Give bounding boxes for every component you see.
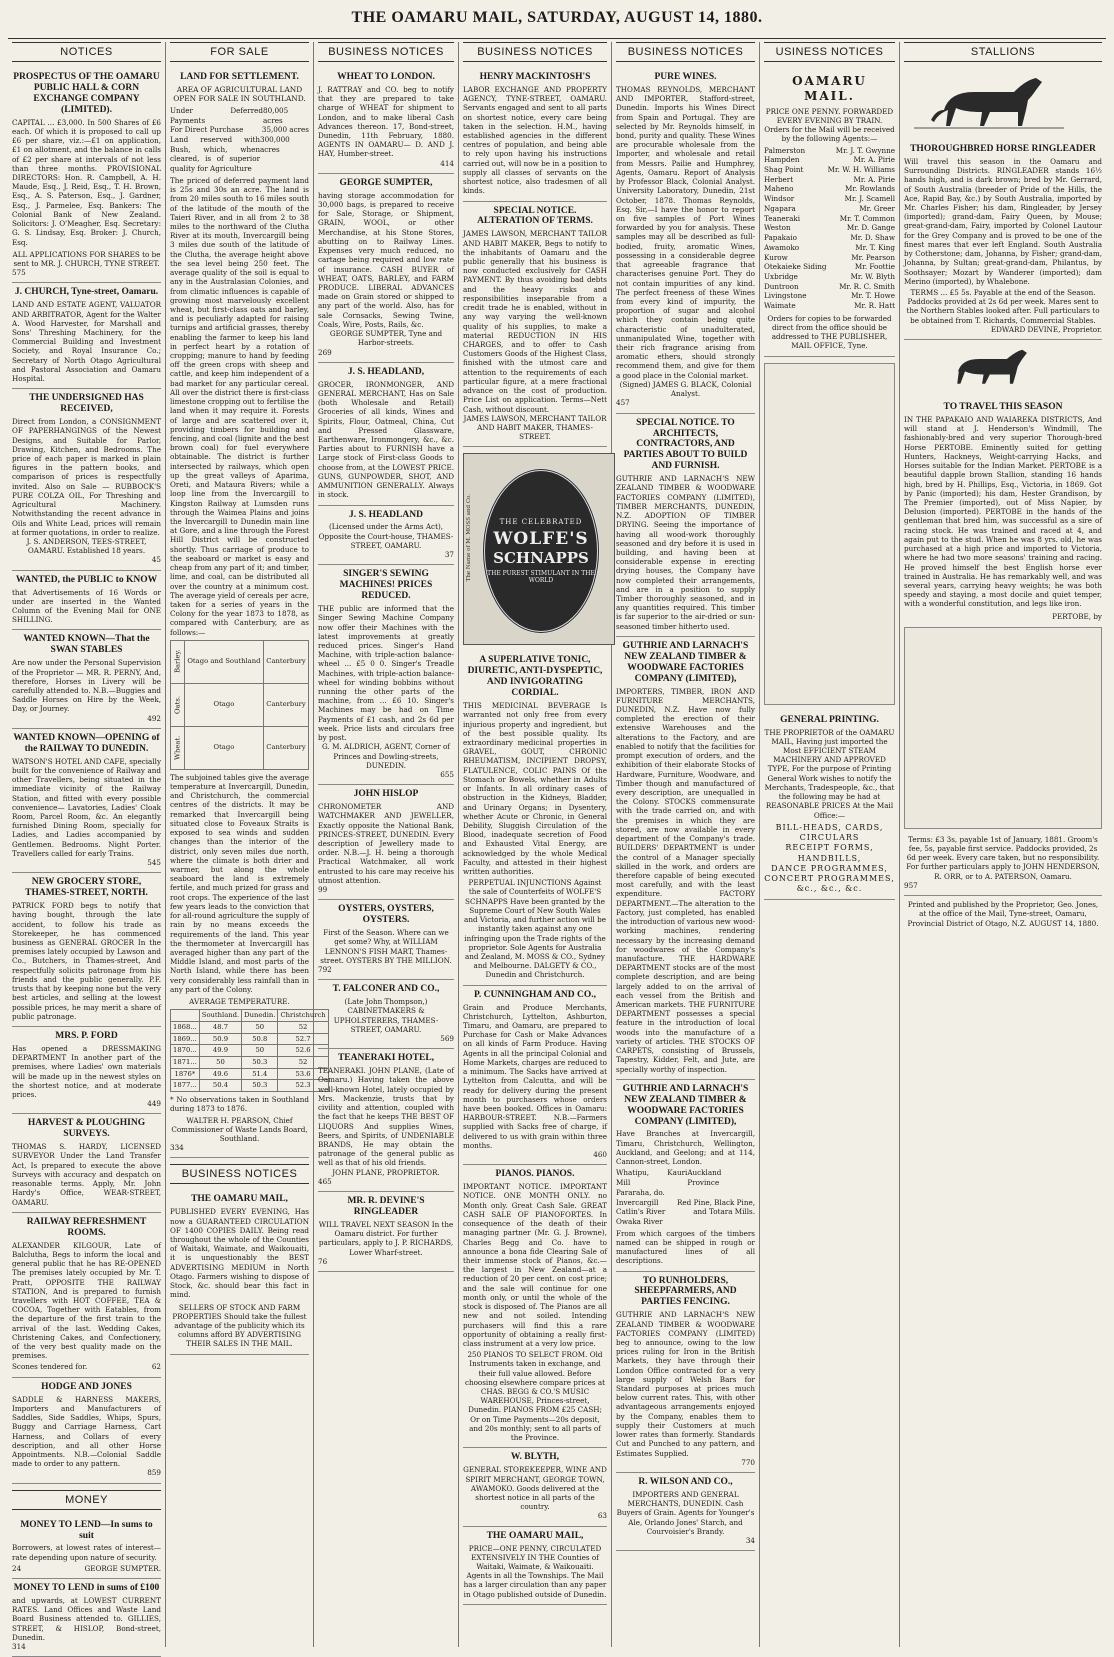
- ad-footer: Terms: £3 3s, payable 1st of January, 1881. Groom's fee, 5s, payable first service. Paddocks provided, 2s 6d per week. Every care taken, but no responsibility. For further particulars apply to JOHN HENDERSON, R. ORR, or to A. PATERSON, Oamaru.: [906, 834, 1100, 881]
- ad-hodge-jones: [12, 1378, 161, 1484]
- ad-number: 545: [147, 858, 161, 868]
- ad-title: GUTHRIE AND LARNACH'S NEW ZEALAND TIMBER & WOODWARE FACTORIES COMPANY (LIMITED),: [622, 1083, 749, 1127]
- ad-number: 37: [444, 550, 454, 560]
- ad-body: (Licensed under the Arms Act), Opposite the Court-house, THAMES-STREET, OAMARU.: [318, 522, 454, 550]
- ad-body: SADDLE & HARNESS MAKERS, Importers and Manufacturers of Saddles, Side Saddles, Whips, Spurs, Buggy and Carriage Harness, Cart Harness, and Collars of every description, and all other Horse Appointments. N.B.—Colonial Saddle made to order to any pattern.: [12, 1394, 161, 1469]
- ad-number: 792: [318, 965, 332, 975]
- masthead-rule: [8, 38, 1106, 39]
- ad-pianos: [463, 1165, 607, 1448]
- label-line: THE CELEBRATED: [499, 518, 583, 527]
- ad-title: TO TRAVEL THIS SEASON: [943, 402, 1063, 413]
- list-item: Hampden Mr. A. Pirie: [764, 155, 895, 165]
- table-caption: AVERAGE TEMPERATURE.: [189, 997, 290, 1007]
- ad-number: 460: [593, 1150, 607, 1160]
- list-item: Whatipu, Kauri Mill Auckland Province: [616, 1168, 722, 1188]
- ad-title: J. S. HEADLAND: [349, 509, 423, 520]
- ad-title: P. CUNNINGHAM AND CO.,: [473, 989, 597, 1000]
- ad-number: 99: [318, 885, 328, 895]
- temperature-table: [170, 1009, 329, 1092]
- ad-footer: Orders for copies to be forwarded direct from the office should be addressed to THE PUBLISHER, MAIL OFFICE, Tyne.: [767, 313, 892, 351]
- ad-number: 457: [616, 398, 630, 408]
- ad-new-grocery: [12, 873, 161, 1027]
- column-heading: STALLIONS: [904, 42, 1102, 62]
- ad-title: PURE WINES.: [654, 72, 717, 82]
- ad-body: that Advertisements of 16 Words or under are inserted in the Wanted Column of the Evening Mail for ONE SHILLING.: [12, 587, 161, 625]
- ad-general-printing: [764, 711, 895, 901]
- ad-title: WANTED, the PUBLIC to KNOW: [15, 574, 158, 585]
- column-heading: USINESS NOTICES: [764, 42, 895, 62]
- ad-pertobe: [904, 398, 1102, 896]
- ad-number: 859: [147, 1468, 161, 1478]
- ad-number: 34: [745, 1536, 755, 1546]
- list-item: Owaka River: [616, 1216, 663, 1226]
- ad-watsons-hotel: [12, 729, 161, 873]
- ad-footer: J. S. ANDERSON, TEES-STREET, OAMARU. Established 18 years.: [26, 536, 147, 556]
- list-item: Pararaha, do.: [616, 1187, 665, 1197]
- list-item: Catlin's River and Totara Mills.: [616, 1207, 755, 1217]
- ad-james-lawson: [463, 202, 607, 448]
- ad-title: WANTED KNOWN—OPENING of the RAILWAY TO DUNEDIN.: [13, 732, 160, 754]
- list-item: Awamoko Mr. T. King: [764, 242, 895, 252]
- table-row: 1869... 50.9 50.8 52.7: [171, 1033, 329, 1045]
- blank-rotated-section: [764, 363, 895, 705]
- ad-body: PUBLISHED EVERY EVENING, Has now a GUARANTEED CIRCULATION OF 1400 COPIES DAILY. Being read throughout the whole of the Counties of Waitaki, Waimate, and Waikouaiti, it is unquestionably the BEST ADVERTISING MEDIUM in North Otago. Farmers wishing to dispose of Stock, &c. should bear this fact in mind.: [170, 1207, 309, 1300]
- ad-r-wilson: [616, 1473, 755, 1551]
- ad-title: W. BLYTH,: [510, 1452, 560, 1463]
- list-item: Ngapara Mr. Greer: [764, 203, 895, 213]
- ad-number: 770: [741, 1457, 755, 1467]
- ad-title: GENERAL PRINTING.: [780, 714, 879, 725]
- column-business-notices-1: [314, 42, 459, 1647]
- ad-number: 957: [904, 880, 918, 890]
- ad-footer: PERPETUAL INJUNCTIONS Against the sale of Counterfeits of WOLFE'S SCHNAPPS Have been granted by the Supreme Court of New South Wales and Victoria, and further action will be instantly taken against any one infringing upon the Trade rights of the proprietor. Sole Agents for Australia and Zealand, M. MOSS & CO., Sydney and Melbourne. DALGETY & CO., Dunedin and Christchurch.: [464, 878, 606, 980]
- column-heading: BUSINESS NOTICES: [318, 42, 454, 62]
- ad-teaneraki-hotel: [318, 1049, 454, 1192]
- ad-body: WILL TRAVEL NEXT SEASON In the Oamaru district. For further particulars, apply to J. P. RICHARDS, Lower Wharf-street.: [318, 1219, 454, 1257]
- ad-paperhangings: [12, 389, 161, 570]
- ad-headland-grocer: [318, 363, 454, 506]
- ad-footer: ALL APPLICATIONS FOR SHARES to be sent to MR. J. CHURCH, TYNE STREET.: [12, 249, 161, 268]
- ad-title: TO RUNHOLDERS, SHEEPFARMERS, AND PARTIES FENCING.: [634, 1275, 737, 1308]
- ad-footer: 250 PIANOS TO SELECT FROM. Old Instruments taken in exchange, and their full value allowed. Before choosing elsewhere compare prices at CHAS. BEGG & CO.'S MUSIC WAREHOUSE, Princes-street, Dunedin. PIANOS FROM £25 CASH; Or on Time Payments—20s deposit, and 20s monthly; sent to all parts of the Province.: [464, 1350, 606, 1443]
- ad-number: 575: [12, 268, 26, 278]
- pedigree-chart: [904, 627, 1102, 829]
- list-item: Teaneraki Mr. T. Common: [764, 213, 895, 223]
- ad-footer: From which cargoes of the timbers named can be shipped in rough or manufactured lines of all descriptions.: [616, 1228, 755, 1266]
- ad-body: First of the Season. Where can we get some? Why, at WILLIAM LENNON'S FISH MART, Thames-street. OYSTERS BY THE MILLION.: [320, 928, 452, 965]
- ad-footer: JOHN PLANE, PROPRIETOR.: [332, 1167, 440, 1177]
- list-item: Otekaieke Siding Mr. Foottie: [764, 262, 895, 272]
- table-row: Barley. Otago and Southland Canterbury: [171, 640, 309, 683]
- list-item: Under Deferred Payments 80,005 acres: [170, 105, 289, 125]
- ad-footer: GEORGE SUMPTER, Tyne and Harbor-streets.: [329, 329, 443, 348]
- yield-table: [170, 640, 309, 770]
- ad-subtitle: AREA OF AGRICULTURAL LAND OPEN FOR SALE IN SOUTHLAND.: [173, 84, 306, 104]
- ad-ringleader-travel: [318, 1192, 454, 1272]
- ad-footer: SELLERS OF STOCK AND FARM PROPERTIES Should take the fullest advantage of the publicity which its columns afford BY ADVERTISING THEIR SALES IN THE MAIL.: [172, 1302, 307, 1349]
- ad-title: J. S. HEADLAND,: [347, 366, 425, 377]
- ad-title: WHEAT TO LONDON.: [337, 72, 435, 82]
- ad-footer: Scones tendered for.: [12, 1362, 88, 1372]
- ad-title: JOHN HISLOP: [353, 789, 419, 800]
- table-row: 1877... 50.4 50.3 52.3: [171, 1080, 329, 1092]
- ad-number: 414: [440, 158, 454, 168]
- list-item: Maheno Mr. Rowlands: [764, 184, 895, 194]
- ad-oamaru-mail-price: [463, 1527, 607, 1605]
- ad-title: R. WILSON AND CO.,: [638, 1477, 733, 1488]
- ad-title: RAILWAY REFRESHMENT ROOMS.: [26, 1216, 147, 1238]
- ad-number: 449: [147, 1099, 161, 1109]
- ad-signature: WALTER H. PEARSON, Chief Commissioner of Waste Lands Board, Southland.: [171, 1115, 308, 1143]
- printing-item: BILL-HEADS, CARDS, CIRCULARS: [775, 822, 884, 843]
- ad-body: Direct from London, a CONSIGNMENT OF PAPERHANGINGS of the Newest Designs, and Suitable for Parlor, Drawing, Kitchen, and Bedrooms. The price of each paper is marked in plain figures in the pattern books, and comparison of prices is respectfully invited. Also on Sale — RUBBOCK'S PURE COLZA OIL, For Threshing and Agricultural Machinery. Notwithstanding the recent advance in Oils and White Lead, prices will remain at former quotations, in order to realize.: [12, 417, 161, 537]
- schnapps-oval-badge: [482, 468, 600, 634]
- ad-title: THOROUGHBRED HORSE RINGLEADER: [910, 144, 1096, 154]
- ad-body: The priced of deferred payment land is 25s and 30s an acre. The land is from 20 miles south to 16 miles south of the latitude of the mouth of the Taieri River, and in all from 2 to 38 miles to the northward of the Clutha River at its mouth, Invercargill being 3 miles due south of the latitude of the Clutha, the average height above the sea level being 250 feet. The average quality of the soil is equal to any in the Australasian Colonies, and from climatic influences is capable of growing most marvelously excellent wheat, but first-class oats and barley, and is peculiarly adapted for raising turnips and artificial grasses, thereby enabling the farmer to keep his land in perfect heart by a rotation of cropping; manure to hand by feeding off the green crops with sheep and cattle, and keep him independent of a bad market for any particular cereal. All over the district there is first-class limestone cropping out to fertilise the land when it may require it. Forests of large and are scattered over it, providing timbers for building and fencing, and coal (lignite and the best brown coal) for fuel everywhere obtainable. The district is further intersected by railways, which open up the great valleys of Aparima, Oreti, and Mataura Rivers; while a loop line from the Invercargill to Kingston Railway at Lumsden runs through the Waimea Plains and joins the Invercargill to Dunedin main line at Gore, and a line through the Forest Hill District will be constructed shortly. Thus carriage of produce to the seaboard or market is easy and cheap from any part of it; and timber, lime, and coal, can be distributed all over the country at a minimum cost. The average yield of cereals per acre, taken for a series of years in the Colony for the year 1873 to 1878, as compared with Canterbury, are as follows:—: [170, 175, 309, 637]
- column-heading: BUSINESS NOTICES: [463, 42, 607, 62]
- ad-body: IN THE PAPAKAIO AND WAIAREKA DISTRICTS, And will stand at J. Henderson's Windmill, The fashionably-bred and very superior Thorough-bred Horse PERTOBE. Eminently suited for getting Hunters, Hackneys, Weight-carrying Hacks, and Horses suitable for the Indian Market. PERTOBE is a beautiful dapple brown Stallion, standing 16 hands high, bred by H. Phillips, Esq., Victoria, in 1869. Got by Panic (imported); his dam, Hester Grandison, by The Premier (imported), out of Miss Napier, by Delusion (imported). PERTOBE in the hands of the gentleman that bred him, was successful as a sire of racing stock. He was trained and raced at 4, and again put to the stud. When he was 8 yrs. old, he was purchased at a high price and imported to Victoria, where he had two more seasons' training and racing. He proved himself the best English horse ever trained in Australia. He has remarkably well, and was several years, carrying heavy weights; he was both speedy and staying, a most docile and quiet temper, with a wonderful constitution, and legs like iron.: [904, 415, 1102, 609]
- ad-body-2: The subjoined tables give the average temperature at Invercargill, Dunedin, and Christchurch, the commercial centres of the districts. It may be remarked that Invercargill being situated close to Foveaux Straits is exposed to sea winds and sudden changes than the interior of the district, only seven miles due north, where the climate is both drier and warmer, but along the whole seaboard the land is extremely fertile, and much prized for grass and root crops. The experience of the last few years leads to the conviction that for all-round agriculture the supply of rain by no means exceeds the requirements of the land. This year the thermometer at Invercargill has averaged higher than any part of the Middle Island, and most parts of the North Island, while there has been very considerably less rainfall than in any part of the Colony.: [170, 772, 309, 994]
- ad-footer: JAMES LAWSON, MERCHANT TAILOR AND HABIT MAKER, THAMES-STREET.: [463, 413, 607, 442]
- ad-number: 63: [597, 1511, 607, 1521]
- column-notices: [8, 42, 166, 1652]
- list-item: Invercargill Red Pine, Black Pine,: [616, 1197, 755, 1207]
- ad-body: IMPORTANT NOTICE. IMPORTANT NOTICE. ONE MONTH ONLY. no Month only. Great Cash Sale. GREAT CASH SALE OF PIANOFORTES. In consequence of the death of their managing partner (Mr. G. J. Browne), Charles Begg and Co. have to announce a bona fide Clearing Sale of their immense stock of Pianos, &c.—the largest in New Zealand—at a reduction of 20 per cent. on cost price; and the sale will continue for one month only, or until the whole of the stock is disposed of. The Pianos are all new and not soiled. Intending purchasers will find this a rare opportunity of obtaining a really first-class instrument at a very low price.: [463, 1182, 607, 1348]
- column-business-notices-3: [612, 42, 760, 1647]
- ad-body: Grain and Produce Merchants, Christchurch, Lyttelton, Ashburton, Timaru, and Oamaru, are prepared to Purchase for Cash or Make Advances on all kinds of Farm Produce. Having Agents in all the principal Colonial and Home Markets, charges are reduced to a minimum. The Sacks have arrived at Lyttelton from Calcutta, and will be ready for delivery during the present month to purchasers whose orders have been booked. Offices in Oamaru: HARBOUR-STREET. N.B.—Farmers supplied with Sacks free of charge, if delivered to us with grain within three months.: [463, 1002, 607, 1150]
- ad-title: WANTED KNOWN—That the SWAN STABLES: [23, 634, 150, 656]
- ad-title: THE UNDERSIGNED HAS RECEIVED,: [29, 393, 144, 415]
- ad-body: Will travel this season in the Oamaru and Surrounding Districts. RINGLEADER stands 16½ hands high, and is dark brown; bred by Mr. Gerrard, of South Australia (breeder of Pride of the Hills, the Ace, Rapid Bay, &c.) by South Australia, imported by Mr. Charles Fisher; his dam, Ringleader, by Jersey (imported); grand-dam, Fairy Queen, by Mouse; great-grand-dam, Fairy, imported by Colonel Lautour for the Grey Company and is proved to be one of the finest mares that ever left England. South Australia by Cotherstone; dam, Johanna, by Fisher; grand-dam, Johanna, by Sultan; great-grand-dam, Philantus, by Soothsayer; Mozart by Wanderer (imported); dam Merino (imported), by Whalebone.: [904, 156, 1102, 286]
- ad-body: TEANERAKI. JOHN PLANE, (Late of Oamaru.) Having taken the above well-known Hotel, lately occupied by Mrs. Mackenzie, trusts that by civility and attention, coupled with the fact that he keeps THE BEST OF LIQUORS And supplies Wines, Beers, and Spirits, of UNDENIABLE BRANDS, He may obtain the patronage of the general public as well as that of his old friends.: [318, 1066, 454, 1168]
- ad-mrs-ford: [12, 1027, 161, 1114]
- column-heading: FOR SALE: [170, 42, 309, 62]
- ad-money-gillies: [12, 1579, 161, 1657]
- mills-list: [616, 1168, 755, 1226]
- ad-title: PROSPECTUS OF THE OAMARU PUBLIC HALL & CORN EXCHANGE COMPANY (LIMITED).: [13, 72, 160, 115]
- printing-item: &c., &c., &c.: [796, 884, 863, 894]
- ad-number: 314: [12, 1642, 26, 1652]
- ad-body: PRICE ONE PENNY. FORWARDED EVERY EVENING BY TRAIN. Orders for the Mail will be received by the following Agents:—: [764, 106, 895, 144]
- ad-body: PRICE—ONE PENNY, CIRCULATED EXTENSIVELY IN THE Counties of Waitaki, Waimate, & Waikouaiti. Agents in all the Townships. The Mail has a larger circulation than any paper in Otago published outside of Dunedin.: [463, 1543, 607, 1599]
- ad-body: CAPITAL ... £3,000. In 500 Shares of £6 each. Of which it is proposed to call up £6 per share, viz.:—£1 on application, £1 on allotment, and the balance in calls of £2 per share at intervals of not less than three months. PROVISIONAL DIRECTORS: Hon. R. Campbell, A. H. Maude, Esq., J. Reid, Esq., T. H. Brown, Esq., A. S. Paterson, Esq., J. Gardner, Esq., J. Parmelee, Esq. Bankers: The Colonial Bank of New Zealand. Solicitors: J. O'Meagher, Esq. Secretary: G. S. Lindsay, Esq. Broker: J. Church, Esq.: [12, 117, 161, 247]
- table-row: Wheat. Otago Canterbury: [171, 726, 309, 769]
- ad-body: J. RATTRAY and CO. beg to notify that they are prepared to take charge of WHEAT for shipment to London, and to make liberal Cash Advances thereon. 17, Bond-street, Dunedin, 11th February, 1880. AGENTS IN OAMARU— D. AND J. HAY, Humber-street.: [318, 84, 454, 159]
- ad-w-blyth: [463, 1448, 607, 1526]
- column-heading-money: MONEY: [12, 1490, 161, 1510]
- acreage-list: [170, 106, 309, 174]
- ad-title: SPECIAL NOTICE. ALTERATION OF TERMS.: [477, 205, 593, 227]
- ad-railway-refreshment: [12, 1213, 161, 1378]
- ad-guthrie-larnach: [616, 637, 755, 1080]
- list-item: Papakaio Mr. D. Shaw: [764, 233, 895, 243]
- wolfes-schnapps-label: [463, 453, 615, 645]
- ad-body: JAMES LAWSON, MERCHANT TAILOR AND HABIT MAKER, Begs to notify to the inhabitants of Oamaru and the public generally that his business is now conducted exclusively for CASH PAYMENT. By thus avoiding bad debts and the heavy risks and responsibilities inseparable from a credit trade he is enabled, without in any way varying the well-known quality of his supplies, to make a material REDUCTION IN HIS CHARGES, and to offer to Cash Customers Goods of the Highest Class, finished with the utmost care and attention to the requirements of each particular figure, at a mere fractional advance on the cost of production. Price List on application. Terms—Nett Cash, without discount.: [463, 229, 607, 414]
- ad-title: PIANOS. PIANOS.: [495, 1169, 575, 1180]
- imprint: [904, 896, 1102, 933]
- masthead: [0, 0, 1114, 36]
- ad-title: A SUPERLATIVE TONIC, DIURETIC, ANTI-DYSPEPTIC, AND INVIGORATING CORDIAL.: [467, 655, 603, 699]
- column-stallions: [900, 42, 1106, 1647]
- ad-body: GROCER, IRONMONGER, AND GENERAL MERCHANT, Has on Sale (both Wholesale and Retail) Groceries of all kinds, Wines and Spirits, Flour, Oatmeal, China, Cut and Pressed Glassware, Earthenware, Ironmongery, &c., &c. Parties about to FURNISH have a Large stock of First-class Goods to choose from, at the LOWEST PRICE. GUNS, GUNPOWDER, SHOT, AND AMMUNITION GENERALLY. Always in stock.: [318, 379, 454, 500]
- ad-number: 62: [151, 1362, 161, 1372]
- list-item: Kurow Mr. Pearson: [764, 252, 895, 262]
- ad-body: THIS MEDICINAL BEVERAGE Is warranted not only free from every injurious property and ingredient, but of the best possible quality. Its extraordinary medicinal properties in GRAVEL, GOUT, CHRONIC RHEUMATISM, INCIPIENT DROPSY, FLATULENCE, COLIC PAINS Of the Stomach or Bowels, whether in Adults or Infants. In all ordinary cases of obstruction in the Kidneys, Bladder, and Urinary Organs; in Dysentery, whether Acute or Chronic, in General Debility, Sluggish Circulation of the Blood, inadequate secretion of Food and Exhausted Vital Energy, are acknowledged by the whole Medical Faculty, and attested in their highest written authorities.: [463, 701, 607, 877]
- ad-title: SINGER'S SEWING MACHINES! PRICES REDUCED.: [339, 569, 433, 602]
- masthead-title: THE OAMARU MAIL, SATURDAY, AUGUST 14, 1880.: [351, 9, 763, 26]
- ad-body: PATRICK FORD begs to notify that having bought, through the late accident, to follow his trade as Storekeeper, he has commenced business as GENERAL GROCER In the premises lately occupied by Lawson and Co., Butchers, in Thames-street, And respectfully solicits patronage from his friends and the public generally. P.F. trusts that by keeping none but the very best articles, and selling at the lowest possible prices, he may merit a share of public patronage.: [12, 901, 161, 1021]
- label-side-text: The Name of M. MOSS and Co.: [466, 494, 472, 582]
- ad-title: HODGE AND JONES: [41, 1381, 132, 1392]
- ad-body: IMPORTERS AND GENERAL MERCHANTS, DUNEDIN. Cash Buyers of Grain. Agents for Younger's Ale, Orlando Jones' Starch, and Courvoisier's Brandy.: [616, 1489, 755, 1536]
- ad-body: IMPORTERS, TIMBER, IRON AND FURNITURE MERCHANTS, DUNEDIN, N.Z. Have now fully completed the erection of their extensive Warehouses and the alterations to the Factory, and are enabled to notify that the facilities for prompt execution of orders, and the exhibition of their elaborate Stocks of Hardware, Furniture, Woodware, and Timber though and manufactured of every description, are unequalled in the Colony. STOCKS commensurate with the trade carried on, and with the premises in which they are stored, are now available in every department of the Company's trade. BUILDERS' DEPARTMENT is under the control of a Manager specially skilled in the work, and orders are therefore capable of being executed most carefully, and with the least expenditure. FACTORY DEPARTMENT.—The alteration to the Factory, just completed, has enabled the introduction of various new wood-working machines, rendering necessary by the increasing demand for woodwares of the Company's manufacture. THE HARDWARE DEPARTMENT stocks are of the most complete description, and are being largely added to on the arrival of each vessel from the British and American markets. THE FURNITURE DEPARTMENT possesses a special feature in the introduction of local woods into the manufacture of a variety of articles. THE STOCKS OF CARPETS, consisting of Brussels, Tapestry, Kidder, Felt, and Jute, are specially worthy of inspection.: [616, 686, 755, 1074]
- ad-title: J. CHURCH, Tyne-street, Oamaru.: [14, 287, 159, 298]
- ad-runholders: [616, 1272, 755, 1473]
- printing-item: CONCERT PROGRAMMES,: [764, 873, 895, 883]
- ad-terms: TERMS ... £5 5s. Payable at the end of the Season. Paddocks provided at 2s 6d per week. Mares sent to the Northern Stables looked after. Full particulars to be obtained from T. Richards, Commercial Stables.: [906, 287, 1100, 325]
- printing-item: DANCE PROGRAMMES,: [771, 863, 888, 873]
- table-row: 1870... 49.9 50 52.6: [171, 1045, 329, 1057]
- imprint-text: Printed and published by the Proprietor, Geo. Jones, at the office of the Mail, Tyne-street, Oamaru, Provincial District of Otago, N.Z. AUGUST 14, 1880.: [907, 900, 1099, 928]
- ad-oamaru-mail-circulation: [170, 1190, 309, 1354]
- list-item: Waimate Mr. R. Hatt: [764, 301, 895, 311]
- ad-body: having storage accommodation for 30,000 bags, is prepared to receive for Sale, Storage, or Shipment, GRAIN, WOOL, or other Merchandise, at his Stone Stores, abutting on to Railway Lines. Expenses very much reduced, no cartage being required and low rate of insurance. CASH BUYER of WHEAT, OATS, BARLEY, and FARM PRODUCE. LIBERAL ADVANCES made on Grain stored or shipped to any part of the world. Also, has for sale Cornsacks, Sewing Twine, Coals, Wire, Posts, Rails, &c.: [318, 190, 454, 329]
- ad-singer-sewing: [318, 565, 454, 785]
- ad-body: and upwards, at LOWEST CURRENT RATES. Land Offices and Waste Land Board Business attended to. GILLIES, STREET, & HISLOP, Bond-street, Dunedin.: [12, 1596, 161, 1642]
- ad-title: NEW GROCERY STORE, THAMES-STREET, NORTH.: [25, 877, 148, 899]
- ad-body: LABOR EXCHANGE AND PROPERTY AGENCY, TYNE-STREET, OAMARU. Servants engaged and sent to all parts on shortest notice, every care being taken in the selection. H.M., having established agencies in the different centres of population, and being able to rely upon having his instructions carried out, will now be in a position to supply all classes of servants on the shortest notice, also tradesmen of all kinds.: [463, 84, 607, 196]
- list-item: Weston Mr. D. Gange: [764, 223, 895, 233]
- ad-body: GENERAL STOREKEEPER, WINE AND SPIRIT MERCHANT, GEORGE TOWN, AWAMOKO. Goods delivered at the shortest notice in all parts of the country.: [463, 1465, 607, 1512]
- ad-title: GUTHRIE AND LARNACH'S NEW ZEALAND TIMBER & WOODWARE FACTORIES COMPANY (LIMITED),: [622, 640, 749, 684]
- pedigree-heading: PERTOBE, by: [1052, 611, 1102, 621]
- column-heading: BUSINESS NOTICES: [616, 42, 755, 62]
- printing-item: HANDBILLS,: [797, 853, 862, 863]
- ad-footer: G. M. ALDRICH, AGENT, Corner of Princes and Dowling-streets, DUNEDIN.: [322, 742, 450, 770]
- column-heading: NOTICES: [12, 42, 161, 62]
- ad-number: 269: [318, 347, 332, 357]
- column-heading-business: BUSINESS NOTICES: [170, 1164, 309, 1184]
- ad-body: WATSON'S HOTEL AND CAFE, specially built for the convenience of Railway and other Travellers, being situated in the immediate vicinity of the Railway Station, and fitted with every possible convenience— Lavatories, Ladies' Cloak Room, Parcel Room, &c. An elegantly furnished Dining Room, specially for Ladies, and Ladies accompanied by Gentlemen. Bedrooms. Night Porter. Travellers called for early Trains.: [12, 756, 161, 858]
- ad-pure-wines: [616, 68, 755, 414]
- ad-j-church: [12, 283, 161, 389]
- table-row: Oats. Otago Canterbury: [171, 683, 309, 726]
- ad-footer: EDWARD DEVINE, Proprietor.: [990, 324, 1102, 334]
- list-item: Duntroon Mr. R. C. Smith: [764, 281, 895, 291]
- ad-body: (Late John Thompson,) CABINETMAKERS & UPHOLSTERERS, THAMES-STREET, OAMARU.: [333, 997, 439, 1034]
- list-item: Palmerston Mr. J. T. Gwynne: [764, 145, 895, 155]
- table-row: 1868... 48.7 50 52: [171, 1021, 329, 1033]
- ad-body: CHRONOMETER AND WATCHMAKER AND JEWELLER, Exactly opposite the National Bank, PRINCES-STREET, DUNEDIN. Every description of Jewellery made to order. N.B.—J. H. being a thorough Practical Watchmaker, all work entrusted to his care may receive his utmost attention.: [318, 802, 454, 885]
- ad-body: THOMAS S. HARDY, LICENSED SURVEYOR Under the Land Transfer Act, Is prepared to execute the above Surveys with accuracy and despatch on reasonable terms. Apply, Mr. John Hardy's Office, WEAR-STREET, OAMARU.: [12, 1142, 161, 1207]
- ad-title: THE OAMARU MAIL,: [486, 1530, 584, 1541]
- label-line: SCHNAPPS: [493, 549, 589, 568]
- ad-body: GUTHRIE AND LARNACH'S NEW ZEALAND TIMBER & WOODWARE FACTORIES COMPANY (LIMITED) beg to announce, owing to the low prices ruling for Iron in the British Markets, they have through their London Office contracted for a very large supply of Welsh Bars for Standard purposes at prices much below current rates. This, with other advantageous arrangements enjoyed by the Company, enables them to supply their Customers at much lower rates than formerly. Standards Cut and Punched to any pattern, and Estimates Supplied.: [616, 1310, 755, 1458]
- ad-headland-arms: [318, 506, 454, 566]
- table-note: * No observations taken in Southland during 1873 to 1876.: [170, 1095, 309, 1114]
- ad-oamaru-mail-agents: [764, 68, 895, 357]
- label-line: THE PUREST STIMULANT IN THE WORLD: [487, 570, 595, 585]
- ad-title: MONEY TO LEND in sums of £100: [13, 1583, 160, 1594]
- ad-swan-stables: [12, 630, 161, 728]
- ad-falconer: [318, 980, 454, 1049]
- ad-body: THE PROPRIETOR of the OAMARU MAIL, Having just imported the Most EFFICIENT STEAM MACHINERY AND APPROVED TYPE, For the purpose of Printing General Work wishes to notify the Merchants, Tradespeople, &c., that the following may be had at REASONABLE PRICES At the Mail Office:—: [764, 727, 895, 820]
- ad-public-hall-prospectus: [12, 68, 161, 283]
- ad-schnapps-tonic: [463, 651, 607, 985]
- column-business-notices-2: [459, 42, 612, 1647]
- ad-title: HARVEST & PLOUGHING SURVEYS.: [27, 1118, 146, 1140]
- ad-timber-special-notice: [616, 414, 755, 637]
- ad-body: THOMAS REYNOLDS, MERCHANT AND IMPORTER, Stafford-street, Dunedin. Imports his Wines Direct from Spain and Portugal. They are selected by Mr. Reynolds himself, in bond, purity and quality. These Wines are procurable wholesale from the Importer, and wholesale and retail from Messrs. Pailie and Humphrey, Agents, Oamaru. Report of Analysis by Professor Black, Colonial Analyst. University Laboratory, Dunedin, 21st October, 1878. Thomas Reynolds, Esq. Sir,—I have the honor to report on five samples of Port Wines forwarded by you for analysis. These samples may all be described as full-bodied, fruity, aromatic Wines, possessing in a considerable degree that agreeable fragrance that characterises genuine Port. They do not contain impurities of any kind. The perfect freeness of these Wines from every kind of impurity, the proportion of sugar and alcohol which they contain being quite characteristic of unadulterated, unmanipulated Wine, together with their rich fragrance arising from aromatic ethers, should strongly recommend them, and give for them a good place in the Colonial market.: [616, 84, 755, 380]
- agents-list: [764, 146, 895, 311]
- ad-title: LAND FOR SETTLEMENT.: [180, 72, 299, 82]
- ad-title: OYSTERS, OYSTERS, OYSTERS.: [338, 904, 434, 926]
- list-item: Shag Point Mr. W. H. Williams: [764, 165, 895, 175]
- label-line: WOLFE'S: [493, 529, 589, 550]
- ad-number: 45: [151, 555, 161, 565]
- table-row: 1871... 50 50.3 52: [171, 1057, 329, 1069]
- table-row: 1876* 49.6 51.4 53.6: [171, 1068, 329, 1080]
- horse-illustration-icon: [904, 342, 1074, 390]
- list-item: Land reserved with Bush, which, when cleared, is of superior quality for Agriculture 300,000 acres: [170, 135, 290, 174]
- ad-mackintosh: [463, 68, 607, 202]
- ad-john-hislop: [318, 785, 454, 900]
- list-item: Windsor Mr. J. Scamell: [764, 194, 895, 204]
- ad-number: 465: [318, 1176, 332, 1186]
- ad-body: GUTHRIE AND LARNACH'S NEW ZEALAND TIMBER & WOODWARE FACTORIES COMPANY (LIMITED), TIMBER MERCHANTS, DUNEDIN, N.Z. ADOPTION OF TIMBER DRYING. Seeing the importance of having all wood-work thoroughly seasoned and dry before it is used in building, and having been at considerable expense in erecting drying houses, the Company have now completed their arrangements, and are in a position to supply Timber thoroughly seasoned, and in any quantities required. This timber is far superior to the air-dried or sun-seasoned timber hitherto used.: [616, 474, 755, 631]
- ad-title: OAMARU MAIL.: [792, 74, 867, 104]
- ad-title: GEORGE SUMPTER,: [339, 177, 433, 188]
- ad-title: T. FALCONER AND CO.,: [332, 984, 440, 995]
- ad-body: Borrowers, at lowest rates of interest—rate depending upon nature of security.: [12, 1543, 161, 1562]
- ad-body: Are now under the Personal Supervision of the Proprietor — MR. R. PERNY, And, therefore, Horses in Livery will be carefully attended to. N.B.—Buggies and Saddle Horses on Hire by the Week, Day, or Journey.: [12, 658, 161, 714]
- ad-number: 655: [440, 770, 454, 780]
- horse-illustration-icon: [904, 70, 1074, 132]
- ad-title: THE OAMARU MAIL,: [191, 1194, 288, 1205]
- ad-number: 492: [147, 713, 161, 723]
- ad-footer: (Signed) JAMES G. BLACK, Colonial Analyst.: [619, 379, 752, 399]
- column-business-notices-4: [760, 42, 900, 1647]
- ad-footer: GEORGE SUMPTER.: [84, 1563, 161, 1573]
- table-header-row: Southland. Dunedin. Christchurch: [171, 1010, 329, 1022]
- list-item: For Direct Purchase 35,000 acres: [170, 125, 309, 135]
- ad-oysters: [318, 900, 454, 980]
- list-item: Uxbridge Mr. W. Blyth: [764, 271, 895, 281]
- ad-title: TEANERAKI HOTEL,: [337, 1053, 435, 1064]
- list-item: Livingstone Mr. T. Howe: [764, 291, 895, 301]
- ad-ringleader-stallion: [904, 140, 1102, 340]
- ad-body: Has opened a DRESSMAKING DEPARTMENT In another part of the premises, where Ladies' own materials will be made up in the newest styles on the shortest notice, and at moderate prices.: [12, 1043, 161, 1099]
- ad-title: MONEY TO LEND—In sums to suit: [20, 1519, 153, 1541]
- ad-title: HENRY MACKINTOSH'S: [479, 72, 591, 82]
- ad-guthrie-branches: [616, 1080, 755, 1272]
- ad-number: 334: [170, 1143, 184, 1153]
- ad-body: LAND AND ESTATE AGENT, VALUATOR AND ARBITRATOR, Agent for the Walter A. Wood Harvester, for Marshall and Sons' Threshing Machinery, for the Commercial Building and Investment Society, and Royal Insurance Co.; Secretary of North Otago Agricultural and Pastoral Association and Oamaru Hospital.: [12, 300, 161, 384]
- ad-wanted-public: [12, 571, 161, 631]
- ad-cunningham: [463, 986, 607, 1166]
- ad-harvest-surveys: [12, 1114, 161, 1212]
- ad-george-sumpter: [318, 174, 454, 363]
- list-item: Herbert Mr. A. Pirie: [764, 174, 895, 184]
- ad-body: THE public are informed that the Singer Sewing Machine Company now offer their Machines with the latest improvements at greatly reduced prices. Singer's Hand Machine, with triple-action balance-wheel ... £5 0 0. Singer's Treadle Machines, with triple-action balance-wheel for winding bobbins without running the other parts of the machine, from ... £6 10. Singer's Machines may be had on Time Payments of £1 cash, and 2s 6d per week. Price lists and circulars free by post.: [318, 604, 454, 743]
- ad-number: 76: [318, 1256, 328, 1266]
- ad-title: SPECIAL NOTICE. TO ARCHITECTS, CONTRACTORS, AND PARTIES ABOUT TO BUILD AND FURNISH.: [623, 417, 748, 472]
- ad-title: MR. R. DEVINE'S RINGLEADER: [347, 1196, 425, 1217]
- ad-wheat-to-london: [318, 68, 454, 174]
- ad-body: Have Branches at Invercargill, Timaru, Christchurch, Wellington, Auckland, and Geelong; and at 114, Cannon-street, London.: [616, 1129, 755, 1167]
- ad-body: ALEXANDER KILGOUR, Late of Balclutha, Begs to inform the local and general public that he has RE-OPENED The premises lately occupied by Mr. T. Pratt, OPPOSITE THE RAILWAY STATION, And is prepared to furnish travellers with HOT COFFEE, TEA & COCOA, Together with Eatables, from the departure of the first train to the arrival of the last. Wedding Cakes, Christening Cakes, and Confectionery, of the very best quality made on the premises.: [12, 1240, 161, 1361]
- ad-number: 569: [440, 1034, 454, 1044]
- ad-title: MRS. P. FORD: [55, 1030, 118, 1041]
- printing-item: RECEIPT FORMS,: [785, 843, 874, 853]
- ad-money-to-lend: [12, 1516, 161, 1580]
- ad-number: 24: [12, 1563, 22, 1573]
